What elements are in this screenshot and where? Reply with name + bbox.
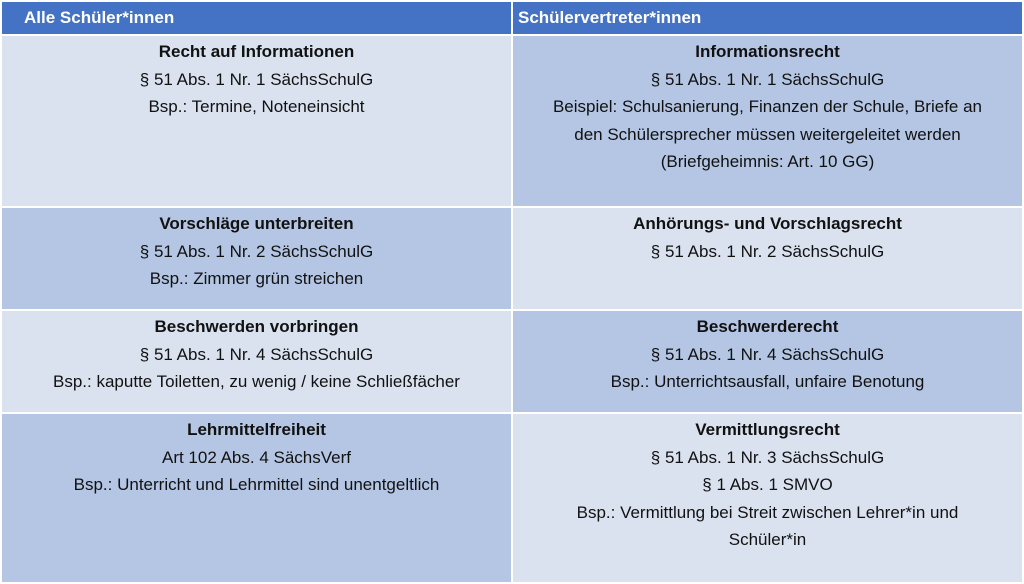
cell-line: § 51 Abs. 1 Nr. 4 SächsSchulG xyxy=(139,344,374,364)
cell-title: Informationsrecht xyxy=(695,42,840,61)
cell-title: Lehrmittelfreiheit xyxy=(187,420,326,439)
cell-line: Art 102 Abs. 4 SächsVerf xyxy=(161,447,351,467)
header-all-students: Alle Schüler*innen xyxy=(1,1,512,35)
cell-title: Beschwerderecht xyxy=(696,317,839,336)
cell-title: Beschwerden vorbringen xyxy=(154,317,359,336)
cell-title: Anhörungs- und Vorschlagsrecht xyxy=(633,214,902,233)
cell-line: Bsp.: Termine, Noteneinsicht xyxy=(148,97,365,116)
cell-information-right xyxy=(512,35,1023,207)
cell-hearing-and-proposal-right xyxy=(512,207,1023,310)
cell-line: Bsp.: Vermittlung bei Streit zwischen Lehrer*in und xyxy=(576,502,959,522)
table-row xyxy=(1,35,1023,207)
cell-line: den Schülersprecher müssen weitergeleitet werden xyxy=(574,124,961,144)
table-row xyxy=(1,207,1023,310)
cell-line: Beispiel: Schulsanierung, Finanzen der Schule, Briefe an xyxy=(552,97,983,116)
cell-line: Schüler*in xyxy=(728,530,807,549)
cell-line: § 1 Abs. 1 SMVO xyxy=(702,475,833,494)
cell-line: § 51 Abs. 1 Nr. 2 SächsSchulG xyxy=(650,241,885,261)
cell-line: § 51 Abs. 1 Nr. 4 SächsSchulG xyxy=(650,344,885,364)
cell-mediation-right xyxy=(512,413,1023,583)
cell-title: Recht auf Informationen xyxy=(158,42,355,61)
cell-title: Vermittlungsrecht xyxy=(695,420,840,439)
cell-line: Bsp.: kaputte Toiletten, zu wenig / keine Schließfächer xyxy=(53,372,460,391)
cell-line: § 51 Abs. 1 Nr. 1 SächsSchulG xyxy=(139,69,374,89)
table-header-row xyxy=(1,1,1023,35)
cell-line: § 51 Abs. 1 Nr. 1 SächsSchulG xyxy=(650,69,885,89)
cell-line: Bsp.: Unterricht und Lehrmittel sind unentgeltlich xyxy=(73,475,440,494)
cell-line: Bsp.: Zimmer grün streichen xyxy=(149,269,364,288)
header-student-representatives: Schülervertreter*innen xyxy=(512,1,1023,35)
cell-file-complaints xyxy=(1,310,512,413)
cell-make-suggestions xyxy=(1,207,512,310)
cell-line: § 51 Abs. 1 Nr. 3 SächsSchulG xyxy=(650,447,885,467)
cell-complaint-right xyxy=(512,310,1023,413)
cell-line: Bsp.: Unterrichtsausfall, unfaire Benotung xyxy=(610,372,925,391)
cell-title: Vorschläge unterbreiten xyxy=(159,214,354,233)
cell-line: (Briefgeheimnis: Art. 10 GG) xyxy=(660,152,875,171)
cell-right-to-information xyxy=(1,35,512,207)
cell-line: § 51 Abs. 1 Nr. 2 SächsSchulG xyxy=(139,241,374,261)
table-row xyxy=(1,413,1023,583)
table-row xyxy=(1,310,1023,413)
cell-free-teaching-materials xyxy=(1,413,512,583)
